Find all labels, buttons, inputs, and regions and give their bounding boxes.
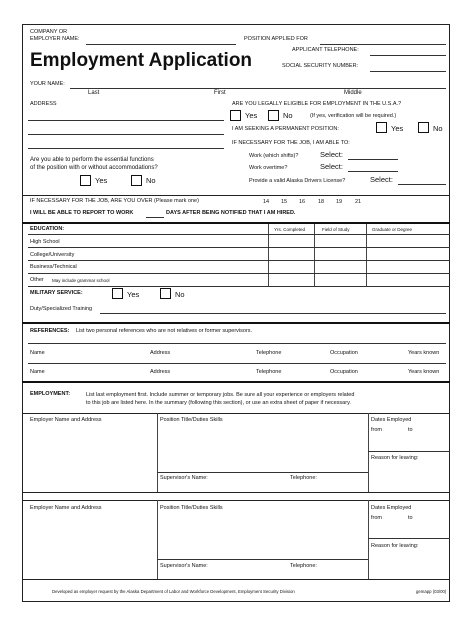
employer-1-from-label: from [371,427,382,433]
age-question: IF NECESSARY FOR THE JOB, ARE YOU OVER (Please mark one) [30,198,199,204]
functions-no-label: No [146,176,156,185]
form-code: gemapp (03/00) [416,589,447,594]
section-rule [22,381,450,383]
work-shifts-underline [348,159,398,160]
company-name-field[interactable] [86,44,236,45]
work-overtime-label: Work overtime? [249,165,288,171]
work-shifts-select[interactable]: Select: [320,150,343,159]
eligible-no-checkbox[interactable] [268,110,279,121]
last-name-label: Last [88,90,100,96]
functions-yes-checkbox[interactable] [80,175,91,186]
position-applied-label: POSITION APPLIED FOR [244,36,308,42]
duty-training-label: Duty/Specialized Training [30,306,93,312]
edu-row-line [28,286,450,287]
employer-1-position-label: Position Title/Duties Skills [160,417,223,423]
edu-row-line [28,273,450,274]
report-to-work-suffix: DAYS AFTER BEING NOTIFIED THAT I AM HIRED. [166,210,296,216]
employer-1-telephone-label: Telephone: [290,475,317,481]
edu-row-line [28,247,450,248]
functions-yes-label: Yes [95,176,108,185]
employer-2-name-label: Employer Name and Address [30,505,102,511]
employer-1-supervisor-line [157,472,368,473]
edu-row-other: Other [30,277,44,283]
employer-2-dates-line [368,538,450,539]
education-heading: EDUCATION: [30,226,65,232]
eligible-no-label: No [283,111,293,120]
if-necessary-label: IF NECESSARY FOR THE JOB, I AM ABLE TO: [232,140,350,146]
functions-no-checkbox[interactable] [131,175,142,186]
ref2-telephone-label: Telephone [256,369,282,375]
ref1-years-label: Years known [408,350,440,356]
report-days-field[interactable] [146,217,164,218]
work-shifts-label: Work (which shifts)? [249,153,299,159]
section-rule [22,222,450,224]
first-name-label: First [214,90,226,96]
edu-col-degree: Graduate or Degree [372,227,413,232]
permanent-no-label: No [433,124,443,133]
employment-heading: EMPLOYMENT: [30,391,71,397]
address-label: ADDRESS [30,101,57,107]
edu-row-line [28,260,450,261]
age-21[interactable]: 21 [355,199,362,205]
employer-1-dates-line [368,451,450,452]
references-heading: REFERENCES: [30,328,70,334]
company-label-line1: COMPANY OR [30,29,68,35]
employer-1-name-label: Employer Name and Address [30,417,102,423]
address-line-2[interactable] [28,134,224,135]
age-16[interactable]: 16 [299,199,306,205]
employer-2-dates-label: Dates Employed [371,505,412,511]
edu-col-field: Field of Study [322,227,350,232]
edu-other-note: May include grammar school [52,278,110,283]
employer-1-top [22,413,450,414]
employer-1-supervisor-label: Supervisor's Name: [160,475,208,481]
employment-note-line2: to this job are listed here. In the summary (following this section), or use an extra sheet of paper if necessary. [86,400,351,406]
edu-header-line [28,234,450,235]
employer-2-supervisor-line [157,559,368,560]
reference-2-line[interactable] [28,363,446,364]
employer-2-divider [368,500,369,579]
drivers-license-underline [398,184,446,185]
drivers-license-select[interactable]: Select: [370,175,393,184]
edu-row-college: College/University [30,252,75,258]
military-heading: MILITARY SERVICE: [30,290,83,296]
employer-1-bottom [22,492,450,493]
ssn-field[interactable] [370,71,446,72]
ref1-occupation-label: Occupation [330,350,358,356]
age-14[interactable]: 14 [263,199,270,205]
military-no-label: No [175,290,185,299]
work-overtime-select[interactable]: Select: [320,162,343,171]
edu-row-business: Business/Technical [30,264,77,270]
form-title: Employment Application [30,50,253,71]
drivers-license-label: Provide a valid Alaska Drivers License? [249,178,346,184]
permanent-no-checkbox[interactable] [418,122,429,133]
ssn-label: SOCIAL SECURITY NUMBER: [282,63,359,69]
employer-2-from-label: from [371,515,382,521]
address-line-3[interactable] [28,148,224,149]
permanent-yes-checkbox[interactable] [376,122,387,133]
essential-functions-line2: of the position with or without accommodations? [30,165,158,171]
your-name-field[interactable] [70,88,446,89]
reference-1-line[interactable] [28,343,446,344]
footer-text: Developed as employer request by the Alaska Department of Labor and Workforce Development, Employment Security Division [52,589,295,594]
employer-2-to-label: to [408,515,413,521]
report-to-work-prefix: I WILL BE ABLE TO REPORT TO WORK [30,210,134,216]
military-no-checkbox[interactable] [160,288,171,299]
legally-eligible-question: ARE YOU LEGALLY ELIGIBLE FOR EMPLOYMENT IN THE U.S.A.? [232,101,402,107]
employment-note-line1: List last employment first. Include summer or temporary jobs. Be sure all your experience or employers related [86,392,355,398]
edu-col-yrs: Yrs. Completed [274,227,306,232]
military-yes-label: Yes [127,290,140,299]
section-rule [22,322,450,324]
employer-1-to-label: to [408,427,413,433]
eligible-yes-label: Yes [245,111,258,120]
edu-row-high-school: High School [30,239,60,245]
permanent-yes-label: Yes [391,124,404,133]
employer-1-reason-label: Reason for leaving: [371,455,419,461]
address-line-1[interactable] [28,120,224,121]
your-name-label: YOUR NAME: [30,81,65,87]
age-18[interactable]: 18 [318,199,325,205]
work-overtime-underline [348,171,398,172]
employer-2-supervisor-label: Supervisor's Name: [160,563,208,569]
ref1-address-label: Address [150,350,171,356]
position-applied-field[interactable] [320,44,446,45]
age-19[interactable]: 19 [336,199,343,205]
employer-1-dates-label: Dates Employed [371,417,412,423]
references-note: List two personal references who are not relatives or former supervisors. [76,328,253,334]
age-15[interactable]: 15 [281,199,288,205]
ref2-name-label: Name [30,369,45,375]
ref2-occupation-label: Occupation [330,369,358,375]
middle-name-label: Middle [344,90,362,96]
employer-2-top [22,500,450,501]
ref2-years-label: Years known [408,369,440,375]
employer-2-position-label: Position Title/Duties Skills [160,505,223,511]
duty-training-field[interactable] [100,313,446,314]
ref1-telephone-label: Telephone [256,350,282,356]
essential-functions-line1: Are you able to perform the essential functions [30,157,154,163]
military-yes-checkbox[interactable] [112,288,123,299]
ref1-name-label: Name [30,350,45,356]
employer-2-divider [157,500,158,579]
applicant-telephone-label: APPLICANT TELEPHONE: [292,47,359,53]
verification-note: (If yes, verification will be required.) [310,113,397,119]
section-divider [22,195,450,196]
applicant-telephone-field[interactable] [370,55,446,56]
employer-2-reason-label: Reason for leaving: [371,543,419,549]
eligible-yes-checkbox[interactable] [230,110,241,121]
employer-1-divider [368,413,369,492]
company-label-line2: EMPLOYER NAME: [30,36,80,42]
employer-1-divider [157,413,158,492]
ref2-address-label: Address [150,369,171,375]
employer-2-bottom [22,579,450,580]
employer-2-telephone-label: Telephone: [290,563,317,569]
permanent-position-label: I AM SEEKING A PERMANENT POSITION: [232,126,339,132]
